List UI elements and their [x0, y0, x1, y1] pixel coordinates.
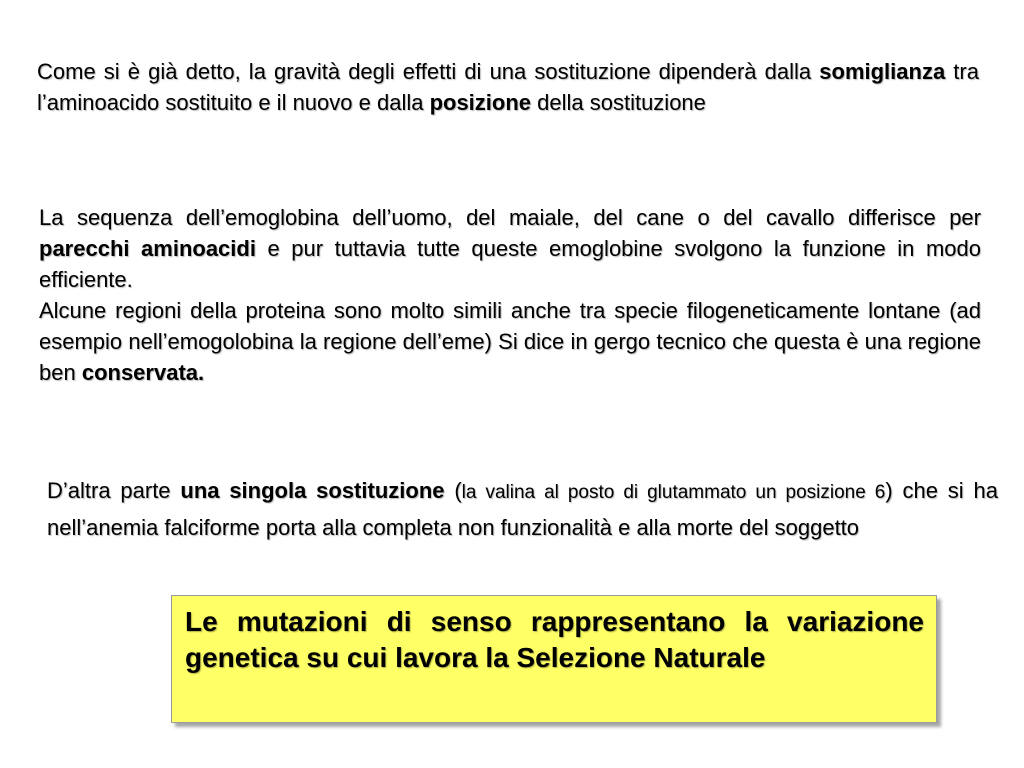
bold-term-posizione: posizione	[429, 90, 532, 115]
paragraph-hemoglobin-sequence	[39, 202, 981, 388]
text-segment: La sequenza dell’emoglobina dell’uomo, del maiale, del cane o del cavallo differisce per	[39, 205, 981, 230]
text-segment: Come si è già detto, la gravità degli effetti di una sostituzione dipenderà dalla	[37, 59, 820, 84]
small-note-valina: la valina al posto di glutammato un posizione 6	[461, 482, 886, 503]
highlight-text: Le mutazioni di senso rappresentano la variazione genetica su cui lavora la Selezione Naturale	[185, 606, 924, 673]
highlight-box	[171, 595, 937, 723]
text-segment: (	[444, 478, 462, 503]
text-segment: ) che si ha nell’anemia falciforme porta alla completa non funzionalità e alla morte del soggetto	[47, 478, 998, 540]
bold-term-conservata: conservata.	[81, 360, 205, 385]
bold-term-una-singola-sostituzione: una singola sostituzione	[180, 478, 445, 503]
text-segment: tra l’aminoacido sostituito e il nuovo e dalla	[37, 59, 979, 115]
bold-term-somiglianza: somiglianza	[819, 59, 946, 84]
text-segment: D’altra parte	[47, 478, 181, 503]
text-segment: e pur tuttavia tutte queste emoglobine svolgono la funzione in modo efficiente.	[39, 236, 981, 292]
paragraph-hemoglobin-sequence-part1	[39, 202, 981, 295]
paragraph-conserved-regions	[39, 295, 981, 388]
text-segment: della sostituzione	[531, 90, 706, 115]
paragraph-gravity-effects	[37, 56, 979, 118]
paragraph-single-substitution	[47, 473, 998, 545]
bold-term-parecchi-aminoacidi: parecchi aminoacidi	[39, 236, 256, 261]
text-segment: Alcune regioni della proteina sono molto simili anche tra specie filogeneticamente lontane (ad esempio nell’emogolobina la regione dell’eme) Si dice in gergo tecnico che questa è una regione ben	[39, 298, 981, 385]
